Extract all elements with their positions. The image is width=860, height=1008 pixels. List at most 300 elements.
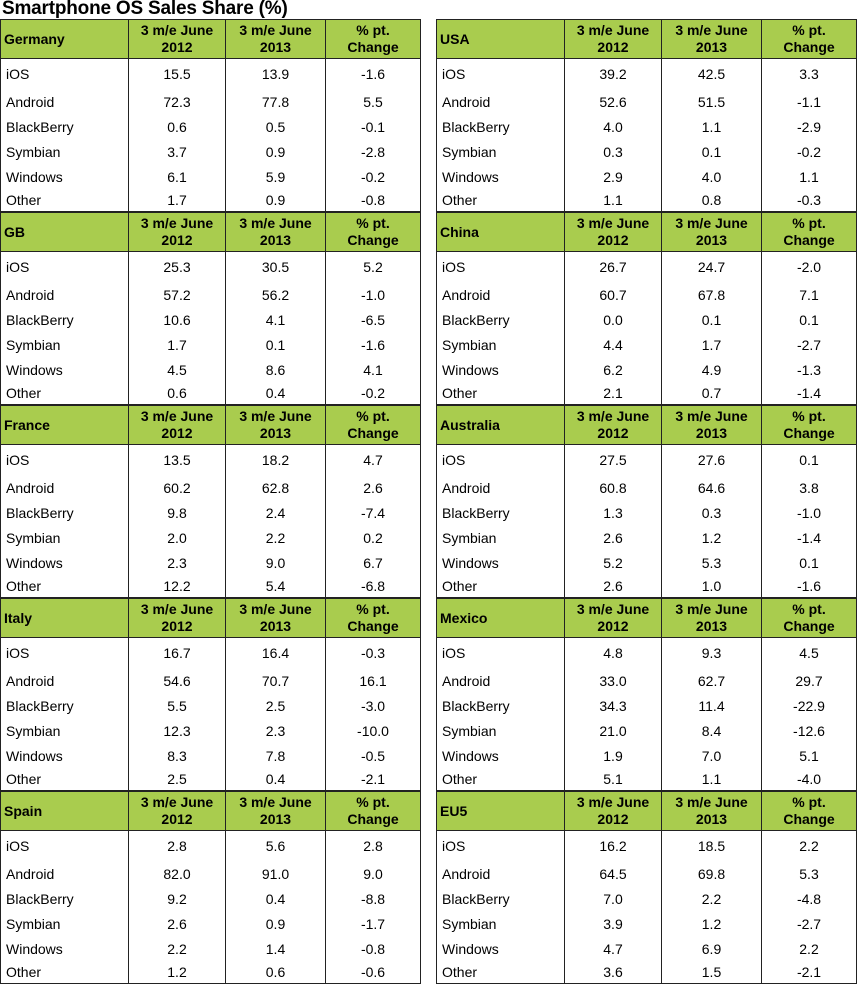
column-header-line: % pt.: [792, 215, 826, 231]
column-header: [129, 406, 226, 445]
column-header: [662, 599, 762, 638]
column-header-line: 2013: [259, 618, 292, 634]
table-row: [1, 445, 421, 477]
os-label: Windows: [437, 937, 565, 962]
value-change: 29.7: [762, 669, 857, 694]
value-2013: 1.5: [662, 962, 762, 984]
table-row: [1, 719, 421, 744]
value-2013: 4.9: [662, 358, 762, 383]
value-2013: 2.4: [226, 501, 326, 526]
value-2013: 16.4: [226, 638, 326, 670]
os-label: Symbian: [437, 333, 565, 358]
table-row: [437, 576, 857, 598]
column-header-line: 2013: [259, 39, 292, 55]
value-2013: 1.2: [662, 912, 762, 937]
table-row: [1, 576, 421, 598]
table-row: [437, 165, 857, 190]
value-2013: 27.6: [662, 445, 762, 477]
region-header: [1, 213, 421, 252]
value-2012: 12.3: [129, 719, 226, 744]
table-row: [437, 308, 857, 333]
column-header: [129, 213, 226, 252]
value-2012: 4.8: [565, 638, 662, 670]
value-2013: 30.5: [226, 252, 326, 284]
column-header: [762, 792, 857, 831]
value-2012: 1.3: [565, 501, 662, 526]
column-header-line: 2013: [695, 811, 728, 827]
value-2013: 91.0: [226, 862, 326, 887]
value-2012: 60.7: [565, 283, 662, 308]
value-change: -0.8: [326, 190, 421, 212]
column-header-line: 2013: [259, 425, 292, 441]
column-header-line: Change: [347, 232, 399, 248]
value-2013: 77.8: [226, 90, 326, 115]
region-header: [437, 213, 857, 252]
column-header: [129, 599, 226, 638]
os-label: Symbian: [1, 719, 129, 744]
table-row: [437, 333, 857, 358]
column-header-line: Change: [347, 39, 399, 55]
value-change: -22.9: [762, 694, 857, 719]
table-row: [437, 887, 857, 912]
column-header: [662, 792, 762, 831]
column-header: [565, 20, 662, 59]
os-label: iOS: [437, 252, 565, 284]
os-label: Windows: [1, 358, 129, 383]
value-2013: 2.2: [226, 526, 326, 551]
value-change: -1.4: [762, 383, 857, 405]
os-label: Android: [1, 862, 129, 887]
region-header: [437, 792, 857, 831]
value-2013: 0.4: [226, 887, 326, 912]
table-row: [437, 744, 857, 769]
os-label: Symbian: [1, 333, 129, 358]
column-header-line: Change: [783, 618, 835, 634]
value-2013: 8.6: [226, 358, 326, 383]
column-header: [226, 792, 326, 831]
table-row: [1, 165, 421, 190]
column-header: [662, 20, 762, 59]
region-table: [436, 19, 857, 212]
value-change: 16.1: [326, 669, 421, 694]
column-header: [565, 213, 662, 252]
column-header-line: 2012: [161, 811, 193, 827]
value-2013: 8.4: [662, 719, 762, 744]
column-header: [762, 599, 857, 638]
value-2013: 1.7: [662, 333, 762, 358]
column-header-line: 2013: [695, 232, 728, 248]
value-2012: 33.0: [565, 669, 662, 694]
column-header-line: Change: [347, 811, 399, 827]
value-2012: 15.5: [129, 59, 226, 91]
value-2012: 26.7: [565, 252, 662, 284]
column-header-line: 2012: [161, 425, 193, 441]
column-header: [326, 599, 421, 638]
value-2012: 60.8: [565, 476, 662, 501]
value-change: 5.2: [326, 252, 421, 284]
column-header-line: 3 m/e June: [239, 794, 312, 810]
table-row: [1, 501, 421, 526]
column-header-line: % pt.: [356, 215, 390, 231]
value-change: -0.5: [326, 744, 421, 769]
column-header-line: Change: [347, 618, 399, 634]
column-header-line: 3 m/e June: [675, 601, 748, 617]
value-2012: 5.2: [565, 551, 662, 576]
value-2013: 2.5: [226, 694, 326, 719]
table-row: [437, 140, 857, 165]
column-header: [326, 792, 421, 831]
value-2012: 60.2: [129, 476, 226, 501]
value-2013: 2.3: [226, 719, 326, 744]
column-header-line: 3 m/e June: [140, 601, 214, 617]
table-row: [1, 90, 421, 115]
value-change: -0.6: [326, 962, 421, 984]
value-2013: 0.8: [662, 190, 762, 212]
value-2013: 1.2: [662, 526, 762, 551]
value-2012: 0.0: [565, 308, 662, 333]
region-header: [437, 599, 857, 638]
os-label: BlackBerry: [437, 501, 565, 526]
table-row: [437, 358, 857, 383]
value-change: 0.1: [762, 308, 857, 333]
column-header-line: 2012: [161, 39, 193, 55]
os-label: Android: [437, 669, 565, 694]
value-2012: 1.1: [565, 190, 662, 212]
table-row: [437, 551, 857, 576]
value-2013: 62.8: [226, 476, 326, 501]
column-header-line: 2012: [161, 618, 193, 634]
value-change: -4.8: [762, 887, 857, 912]
value-change: -4.0: [762, 769, 857, 791]
value-2013: 9.3: [662, 638, 762, 670]
value-2012: 2.2: [129, 937, 226, 962]
value-2012: 0.6: [129, 383, 226, 405]
value-2013: 0.3: [662, 501, 762, 526]
value-2012: 0.3: [565, 140, 662, 165]
os-label: iOS: [1, 831, 129, 863]
value-2012: 2.5: [129, 769, 226, 791]
value-2013: 2.2: [662, 887, 762, 912]
region-header: [1, 406, 421, 445]
region-header: [437, 406, 857, 445]
os-label: BlackBerry: [1, 115, 129, 140]
os-label: Android: [437, 90, 565, 115]
value-2012: 2.6: [565, 526, 662, 551]
value-2012: 5.5: [129, 694, 226, 719]
value-2013: 64.6: [662, 476, 762, 501]
column-header: [226, 406, 326, 445]
value-change: -1.7: [326, 912, 421, 937]
column-header: [129, 20, 226, 59]
table-row: [1, 190, 421, 212]
column-header-line: 3 m/e June: [140, 408, 214, 424]
value-2012: 2.8: [129, 831, 226, 863]
os-label: Other: [437, 769, 565, 791]
table-row: [1, 476, 421, 501]
value-2013: 24.7: [662, 252, 762, 284]
table-row: [1, 669, 421, 694]
column-header-line: 3 m/e June: [675, 215, 748, 231]
value-2013: 9.0: [226, 551, 326, 576]
region-table: [436, 212, 857, 405]
value-2013: 0.4: [226, 383, 326, 405]
column-header-line: 3 m/e June: [239, 215, 312, 231]
os-label: iOS: [1, 638, 129, 670]
value-change: 4.1: [326, 358, 421, 383]
value-2013: 0.5: [226, 115, 326, 140]
table-row: [437, 962, 857, 984]
value-change: -0.3: [326, 638, 421, 670]
table-row: [1, 333, 421, 358]
value-2012: 2.9: [565, 165, 662, 190]
os-label: iOS: [1, 445, 129, 477]
os-label: BlackBerry: [437, 694, 565, 719]
os-label: iOS: [437, 831, 565, 863]
value-2012: 9.8: [129, 501, 226, 526]
value-2013: 4.0: [662, 165, 762, 190]
region-table: [436, 598, 857, 791]
value-2012: 2.3: [129, 551, 226, 576]
value-2012: 64.5: [565, 862, 662, 887]
value-change: -6.5: [326, 308, 421, 333]
column-header: [326, 20, 421, 59]
os-label: iOS: [1, 252, 129, 284]
column-header-line: % pt.: [792, 22, 826, 38]
value-2013: 18.2: [226, 445, 326, 477]
value-change: -1.0: [762, 501, 857, 526]
column-header: [762, 20, 857, 59]
value-change: 7.1: [762, 283, 857, 308]
column-header-line: 2013: [259, 232, 292, 248]
os-label: Android: [437, 283, 565, 308]
value-2012: 2.1: [565, 383, 662, 405]
value-change: -6.8: [326, 576, 421, 598]
column-header-line: Change: [783, 425, 835, 441]
os-label: Windows: [437, 744, 565, 769]
value-2012: 1.7: [129, 190, 226, 212]
os-label: Symbian: [1, 140, 129, 165]
os-label: Windows: [1, 744, 129, 769]
page-title: Smartphone OS Sales Share (%): [2, 0, 288, 19]
os-label: Other: [1, 190, 129, 212]
os-label: Other: [437, 962, 565, 984]
value-change: -1.3: [762, 358, 857, 383]
table-row: [437, 937, 857, 962]
table-row: [1, 887, 421, 912]
value-2012: 54.6: [129, 669, 226, 694]
value-2013: 5.6: [226, 831, 326, 863]
value-2012: 4.0: [565, 115, 662, 140]
value-2012: 7.0: [565, 887, 662, 912]
os-label: Other: [1, 383, 129, 405]
value-2012: 1.2: [129, 962, 226, 984]
os-label: Android: [1, 283, 129, 308]
value-2013: 56.2: [226, 283, 326, 308]
table-row: [1, 308, 421, 333]
value-2013: 1.4: [226, 937, 326, 962]
value-2013: 1.1: [662, 115, 762, 140]
os-label: Symbian: [437, 912, 565, 937]
os-label: Windows: [1, 551, 129, 576]
value-change: -2.1: [762, 962, 857, 984]
os-label: BlackBerry: [1, 501, 129, 526]
value-change: -1.6: [326, 59, 421, 91]
right-column: [436, 19, 856, 984]
value-change: 5.3: [762, 862, 857, 887]
column-header: [662, 213, 762, 252]
value-2012: 72.3: [129, 90, 226, 115]
table-row: [1, 769, 421, 791]
value-2013: 0.7: [662, 383, 762, 405]
value-2012: 3.6: [565, 962, 662, 984]
value-2013: 1.0: [662, 576, 762, 598]
value-2013: 0.9: [226, 190, 326, 212]
value-2012: 5.1: [565, 769, 662, 791]
value-change: 3.3: [762, 59, 857, 91]
table-row: [1, 862, 421, 887]
column-header-line: 3 m/e June: [576, 22, 650, 38]
column-header-line: % pt.: [792, 601, 826, 617]
column-header-line: 3 m/e June: [576, 601, 650, 617]
table-row: [437, 669, 857, 694]
value-change: 2.6: [326, 476, 421, 501]
column-header-line: 3 m/e June: [239, 408, 312, 424]
table-row: [437, 190, 857, 212]
value-2012: 82.0: [129, 862, 226, 887]
value-2013: 0.6: [226, 962, 326, 984]
os-label: Other: [437, 576, 565, 598]
value-2013: 7.0: [662, 744, 762, 769]
value-2013: 1.1: [662, 769, 762, 791]
value-2012: 0.6: [129, 115, 226, 140]
region-header: [1, 599, 421, 638]
value-2013: 11.4: [662, 694, 762, 719]
table-row: [1, 59, 421, 91]
os-label: Symbian: [437, 140, 565, 165]
column-header-line: 2012: [597, 618, 629, 634]
table-row: [1, 252, 421, 284]
os-label: Android: [437, 862, 565, 887]
table-row: [437, 769, 857, 791]
region-table: [0, 212, 421, 405]
value-change: -0.2: [762, 140, 857, 165]
region-table: [436, 405, 857, 598]
column-header-line: 2012: [597, 811, 629, 827]
value-change: -10.0: [326, 719, 421, 744]
region-name: France: [1, 406, 129, 445]
column-header-line: 3 m/e June: [140, 215, 214, 231]
value-change: -1.4: [762, 526, 857, 551]
column-header: [565, 599, 662, 638]
value-change: 0.1: [762, 551, 857, 576]
os-label: BlackBerry: [437, 887, 565, 912]
table-row: [437, 59, 857, 91]
value-change: 3.8: [762, 476, 857, 501]
table-row: [1, 526, 421, 551]
value-change: 6.7: [326, 551, 421, 576]
column-header-line: 3 m/e June: [675, 408, 748, 424]
column-header-line: 2012: [597, 232, 629, 248]
value-2013: 5.9: [226, 165, 326, 190]
region-table: [0, 19, 421, 212]
table-row: [1, 358, 421, 383]
value-change: -2.7: [762, 912, 857, 937]
table-row: [1, 383, 421, 405]
value-change: 2.2: [762, 937, 857, 962]
os-label: Symbian: [437, 526, 565, 551]
os-label: Other: [437, 190, 565, 212]
value-2012: 8.3: [129, 744, 226, 769]
column-header-line: % pt.: [356, 794, 390, 810]
value-change: -1.6: [326, 333, 421, 358]
os-label: Android: [437, 476, 565, 501]
region-name: Australia: [437, 406, 565, 445]
value-change: 2.8: [326, 831, 421, 863]
column-header-line: 3 m/e June: [239, 22, 312, 38]
value-change: -0.8: [326, 937, 421, 962]
os-label: Windows: [437, 165, 565, 190]
value-2013: 42.5: [662, 59, 762, 91]
column-header-line: 3 m/e June: [675, 22, 748, 38]
table-row: [437, 526, 857, 551]
region-name: China: [437, 213, 565, 252]
value-change: -8.8: [326, 887, 421, 912]
value-2013: 69.8: [662, 862, 762, 887]
os-label: Other: [1, 769, 129, 791]
os-label: Android: [1, 476, 129, 501]
table-row: [1, 551, 421, 576]
value-2013: 0.9: [226, 140, 326, 165]
value-2012: 4.5: [129, 358, 226, 383]
column-header: [326, 213, 421, 252]
value-change: 2.2: [762, 831, 857, 863]
table-row: [1, 831, 421, 863]
value-change: -2.9: [762, 115, 857, 140]
value-change: -7.4: [326, 501, 421, 526]
value-2013: 0.4: [226, 769, 326, 791]
value-2013: 70.7: [226, 669, 326, 694]
value-change: -1.0: [326, 283, 421, 308]
value-change: -2.0: [762, 252, 857, 284]
value-change: 4.7: [326, 445, 421, 477]
value-change: -2.1: [326, 769, 421, 791]
os-label: Windows: [1, 937, 129, 962]
region-table: [0, 598, 421, 791]
value-2013: 4.1: [226, 308, 326, 333]
os-label: Symbian: [1, 912, 129, 937]
os-label: Android: [1, 90, 129, 115]
column-header-line: 3 m/e June: [675, 794, 748, 810]
value-2012: 3.7: [129, 140, 226, 165]
value-2012: 12.2: [129, 576, 226, 598]
column-header-line: % pt.: [792, 408, 826, 424]
column-header-line: 2013: [259, 811, 292, 827]
os-label: BlackBerry: [1, 308, 129, 333]
value-2013: 6.9: [662, 937, 762, 962]
value-2012: 34.3: [565, 694, 662, 719]
value-change: -2.8: [326, 140, 421, 165]
value-2012: 6.2: [565, 358, 662, 383]
region-header: [1, 792, 421, 831]
value-2013: 62.7: [662, 669, 762, 694]
column-header-line: % pt.: [356, 601, 390, 617]
value-2012: 10.6: [129, 308, 226, 333]
os-label: Windows: [437, 358, 565, 383]
value-2012: 16.2: [565, 831, 662, 863]
value-2012: 25.3: [129, 252, 226, 284]
value-2012: 3.9: [565, 912, 662, 937]
table-row: [437, 862, 857, 887]
